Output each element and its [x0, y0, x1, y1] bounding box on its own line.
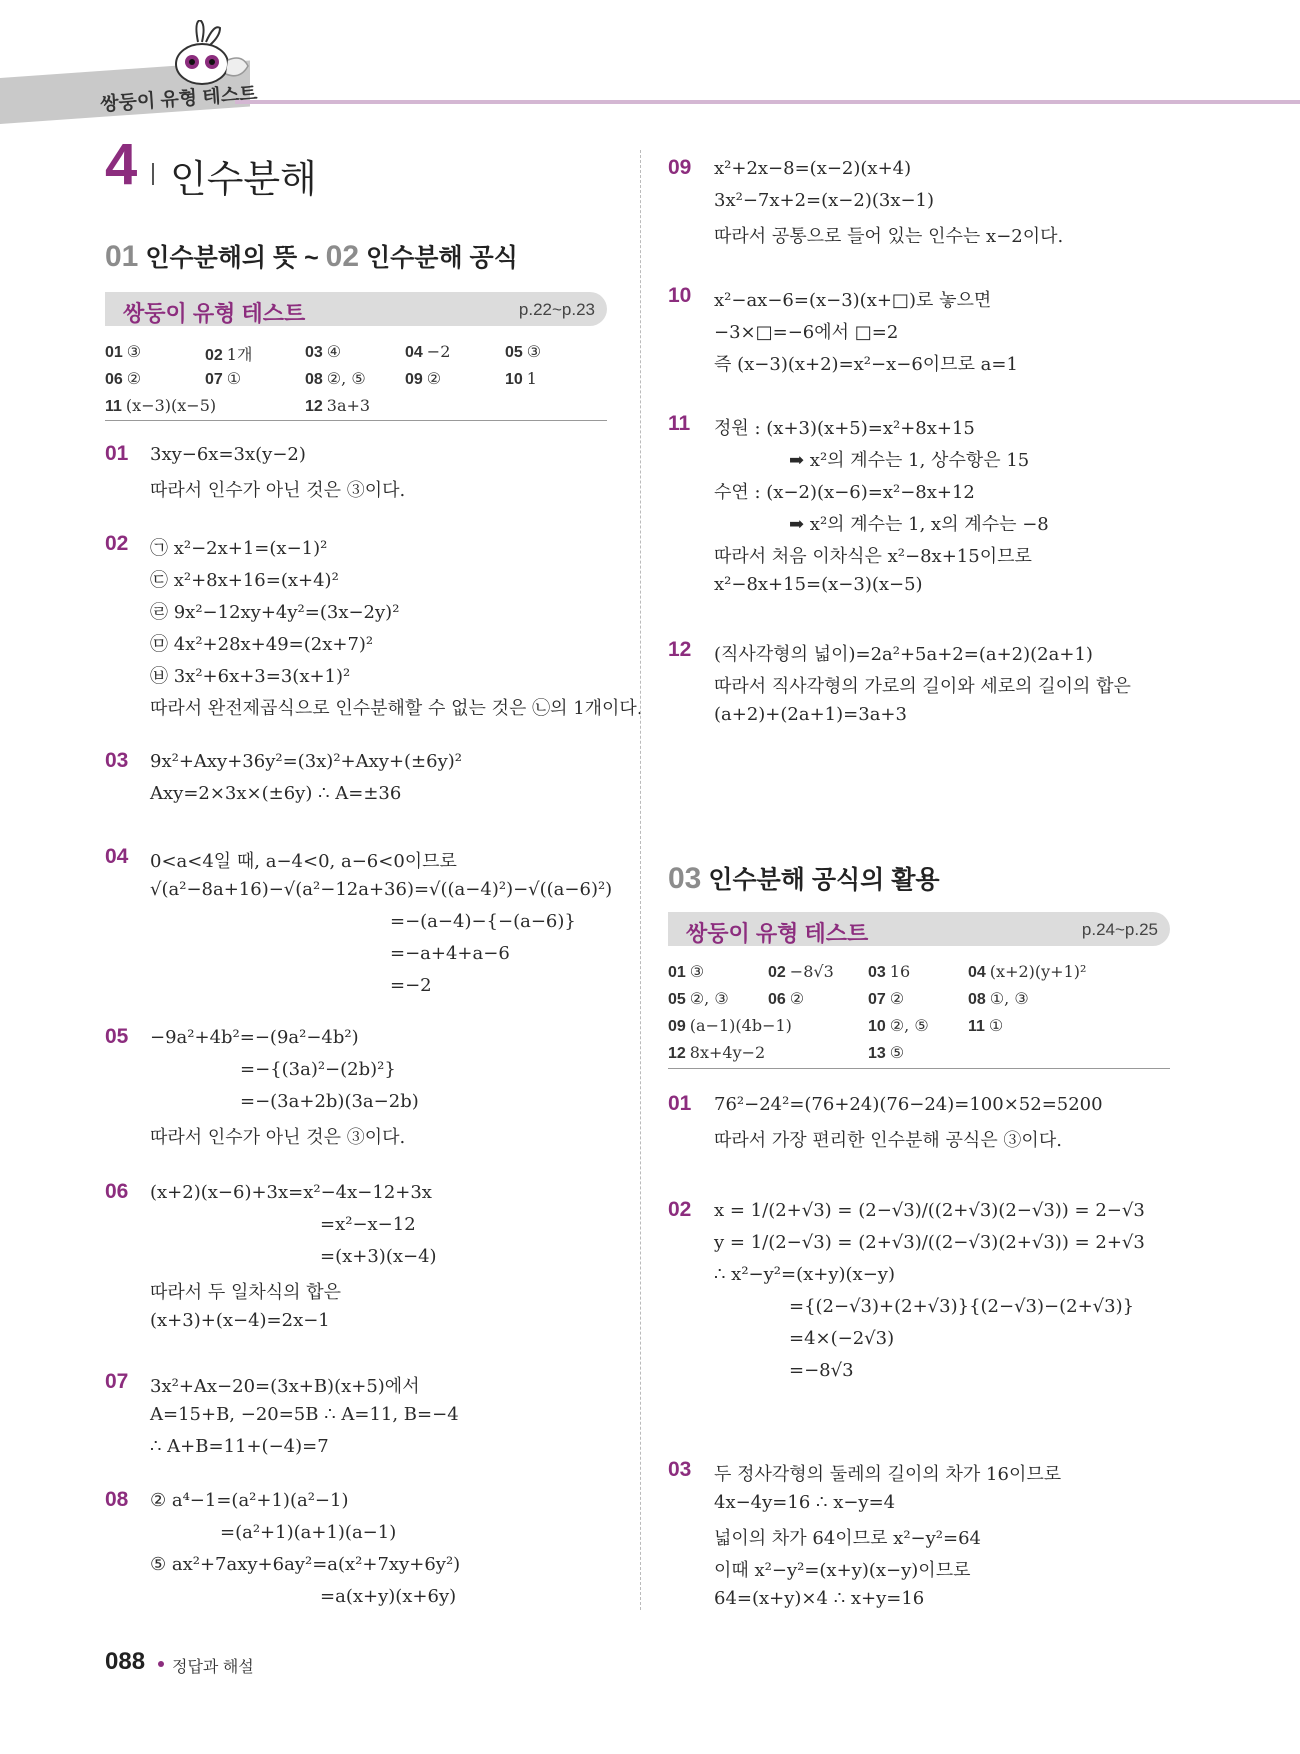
solution-line: =(a²+1)(a+1)(a−1): [220, 1522, 397, 1543]
solution-line: 정원 : (x+3)(x+5)=x²+8x+15: [714, 418, 975, 439]
answer-value: ②: [889, 989, 905, 1008]
solution-line: ㉢ x²+8x+16=(x+4)²: [150, 570, 339, 591]
answer-number: 09: [668, 1018, 686, 1035]
answer-value: ①: [226, 369, 242, 388]
solution-line: 따라서 가장 편리한 인수분해 공식은 ③이다.: [714, 1130, 1062, 1151]
solution-line: =x²−x−12: [320, 1214, 416, 1235]
section3-rule: [668, 1068, 1170, 1069]
solution-line: ➡ x²의 계수는 1, 상수항은 15: [789, 450, 1030, 471]
problem-number: 05: [105, 1025, 129, 1048]
solution-line: =−8√3: [789, 1360, 854, 1381]
answer-value: (x+2)(y+1)²: [989, 962, 1087, 981]
problem-number: 09: [668, 156, 692, 179]
answer-number: 12: [305, 398, 323, 415]
answer-number: 07: [205, 371, 223, 388]
solution-line: 9x²+Axy+36y²=(3x)²+Axy+(±6y)²: [150, 751, 462, 772]
solution-line: 3xy−6x=3x(y−2): [150, 444, 306, 465]
answer-item: [968, 989, 1029, 1009]
problem-number: 06: [105, 1180, 129, 1203]
answer-number: 07: [868, 991, 886, 1008]
solution-line: =(x+3)(x−4): [320, 1246, 437, 1267]
solution-line: x²−ax−6=(x−3)(x+□)로 놓으면: [714, 290, 992, 311]
answer-number: 11: [105, 398, 122, 415]
solution-line: 76²−24²=(76+24)(76−24)=100×52=5200: [714, 1094, 1103, 1115]
section3-num: 03: [668, 862, 702, 895]
answer-item: [868, 989, 904, 1009]
problem-number: 01: [105, 442, 129, 465]
section1-num-b: 02: [325, 240, 360, 273]
problem-number: 08: [105, 1488, 129, 1511]
solution-line: 따라서 인수가 아닌 것은 ③이다.: [150, 1127, 406, 1148]
solution-line: Axy=2×3x×(±6y) ∴ A=±36: [150, 783, 402, 804]
solution-line: =−a+4+a−6: [390, 943, 510, 964]
answer-item: [205, 369, 241, 389]
solution-line: 64=(x+y)×4 ∴ x+y=16: [714, 1588, 925, 1609]
banner-pages: p.22~p.23: [518, 300, 595, 319]
answer-value: 3a+3: [326, 396, 371, 415]
solution-line: 따라서 완전제곱식으로 인수분해할 수 없는 것은 ㉡의 1개이다.: [150, 698, 643, 719]
solution-line: 넓이의 차가 64이므로 x²−y²=64: [714, 1528, 981, 1549]
answer-number: 10: [868, 1018, 886, 1035]
solution-line: ⑤ ax²+7axy+6ay²=a(x²+7xy+6y²): [150, 1554, 461, 1575]
solution-line: x²+2x−8=(x−2)(x+4): [714, 158, 912, 179]
section1-banner: [105, 292, 607, 326]
answer-item: [105, 342, 141, 362]
solution-line: =a(x+y)(x+6y): [320, 1586, 457, 1607]
answer-value: ②: [426, 369, 442, 388]
answer-value: −2: [426, 342, 451, 361]
answer-item: [105, 396, 216, 416]
answer-value: 8x+4y−2: [689, 1043, 766, 1062]
footer-label: 정답과 해설: [172, 1659, 254, 1676]
footer-dot: [158, 1661, 164, 1667]
answer-item: [405, 369, 441, 389]
problem-number: 04: [105, 845, 129, 868]
solution-line: ② a⁴−1=(a²+1)(a²−1): [150, 1490, 349, 1511]
solution-line: ㉤ 4x²+28x+49=(2x+7)²: [150, 634, 374, 655]
answer-number: 05: [668, 991, 686, 1008]
solution-line: 두 정사각형의 둘레의 길이의 차가 16이므로: [714, 1464, 1062, 1485]
solution-line: y = 1/(2−√3) = (2+√3)/((2−√3)(2+√3)) = 2+√3: [714, 1232, 1145, 1253]
solution-line: 따라서 두 일차식의 합은: [150, 1282, 342, 1303]
solution-line: =−(a−4)−{−(a−6)}: [390, 911, 576, 932]
solution-line: 수연 : (x−2)(x−6)=x²−8x+12: [714, 482, 975, 503]
answer-number: 09: [405, 371, 423, 388]
section3-title: [668, 860, 940, 896]
answer-number: 03: [305, 344, 323, 361]
solution-line: 따라서 인수가 아닌 것은 ③이다.: [150, 480, 406, 501]
section1-num-a: 01: [105, 240, 139, 273]
banner-label: 쌍둥이 유형 테스트: [123, 301, 306, 326]
answer-item: [768, 962, 834, 982]
solution-line: =−2: [390, 975, 432, 996]
section1-rule: [105, 420, 607, 421]
answer-value: ②, ⑤: [326, 369, 366, 388]
answer-number: 02: [768, 964, 786, 981]
answer-item: [205, 342, 252, 365]
answer-item: [305, 396, 370, 416]
answer-number: 08: [305, 371, 323, 388]
problem-number: 07: [105, 1370, 129, 1393]
answer-item: [405, 342, 450, 362]
problem-number: 03: [105, 749, 129, 772]
answer-value: 1: [526, 369, 537, 388]
solution-line: (x+3)+(x−4)=2x−1: [150, 1310, 330, 1331]
answer-number: 10: [505, 371, 523, 388]
answer-number: 06: [768, 991, 786, 1008]
answer-item: [668, 989, 729, 1009]
answer-item: [305, 369, 366, 389]
solution-line: √(a²−8a+16)−√(a²−12a+36)=√((a−4)²)−√((a−6)²): [150, 879, 613, 900]
chapter-divider: [152, 163, 154, 185]
problem-number: 10: [668, 284, 692, 307]
problem-number: 02: [668, 1198, 692, 1221]
solution-line: x²−8x+15=(x−3)(x−5): [714, 574, 923, 595]
header-rule: [235, 100, 1300, 104]
section1-title-b: 인수분해 공식: [366, 244, 518, 272]
answer-item: [868, 1016, 929, 1036]
answer-item: [968, 1016, 1003, 1036]
section3-banner: [668, 912, 1170, 946]
answer-number: 12: [668, 1045, 686, 1062]
answer-value: ⑤: [889, 1043, 905, 1062]
answer-value: ②, ③: [689, 989, 729, 1008]
solution-line: 따라서 공통으로 들어 있는 인수는 x−2이다.: [714, 226, 1064, 247]
answer-item: [668, 1043, 765, 1063]
answer-value: (a−1)(4b−1): [689, 1016, 792, 1035]
solution-line: −3×□=−6에서 □=2: [714, 322, 899, 343]
answer-value: ③: [526, 342, 542, 361]
solution-line: 이때 x²−y²=(x+y)(x−y)이므로: [714, 1560, 971, 1581]
answer-value: 1개: [226, 345, 253, 364]
answer-number: 04: [968, 964, 986, 981]
answer-value: ②, ⑤: [889, 1016, 929, 1035]
solution-line: =−{(3a)²−(2b)²}: [240, 1059, 396, 1080]
answer-value: ②: [126, 369, 142, 388]
banner-label: 쌍둥이 유형 테스트: [686, 921, 869, 946]
solution-line: =−(3a+2b)(3a−2b): [240, 1091, 419, 1112]
answer-value: 16: [889, 962, 911, 981]
problem-number: 02: [105, 532, 129, 555]
problem-number: 12: [668, 638, 692, 661]
answer-item: [668, 1016, 792, 1036]
solution-line: 3x²−7x+2=(x−2)(3x−1): [714, 190, 935, 211]
problem-number: 11: [668, 412, 691, 435]
answer-number: 01: [105, 344, 123, 361]
page-number: 088: [105, 1648, 146, 1675]
solution-line: A=15+B, −20=5B ∴ A=11, B=−4: [150, 1404, 459, 1425]
answer-number: 03: [868, 964, 886, 981]
problem-number: 01: [668, 1092, 692, 1115]
solution-line: ㉥ 3x²+6x+3=3(x+1)²: [150, 666, 351, 687]
answer-item: [668, 962, 704, 982]
header-label: 쌍둥이 유형 테스트: [99, 83, 259, 116]
solution-line: =4×(−2√3): [789, 1328, 895, 1349]
answer-value: ①, ③: [989, 989, 1029, 1008]
answer-item: [768, 989, 804, 1009]
solution-line: 즉 (x−3)(x+2)=x²−x−6이므로 a=1: [714, 354, 1018, 375]
answer-number: 01: [668, 964, 686, 981]
solution-line: (직사각형의 넓이)=2a²+5a+2=(a+2)(2a+1): [714, 644, 1093, 665]
answer-number: 13: [868, 1045, 886, 1062]
solution-line: ∴ A+B=11+(−4)=7: [150, 1436, 329, 1457]
solution-line: ={(2−√3)+(2+√3)}{(2−√3)−(2+√3)}: [789, 1296, 1135, 1317]
solution-line: (x+2)(x−6)+3x=x²−4x−12+3x: [150, 1182, 432, 1203]
answer-value: ③: [126, 342, 142, 361]
column-divider: [640, 150, 641, 1610]
answer-number: 11: [968, 1018, 985, 1035]
solution-line: ㉣ 9x²−12xy+4y²=(3x−2y)²: [150, 602, 400, 623]
solution-line: 0<a<4일 때, a−4<0, a−6<0이므로: [150, 851, 457, 872]
banner-pages: p.24~p.25: [1081, 920, 1158, 939]
chapter-number: 4: [105, 132, 138, 197]
answer-value: ①: [988, 1016, 1004, 1035]
chapter-title: 인수분해: [170, 159, 317, 201]
solution-line: ㉠ x²−2x+1=(x−1)²: [150, 538, 328, 559]
answer-item: [868, 962, 910, 982]
solution-line: 따라서 직사각형의 가로의 길이와 세로의 길이의 합은: [714, 676, 1131, 697]
answer-item: [868, 1043, 904, 1063]
section3-title-text: 인수분해 공식의 활용: [708, 866, 940, 894]
solution-line: ➡ x²의 계수는 1, x의 계수는 −8: [789, 514, 1049, 535]
solution-line: (a+2)+(2a+1)=3a+3: [714, 704, 907, 725]
answer-item: [305, 342, 341, 362]
answer-value: ④: [326, 342, 342, 361]
solution-line: ∴ x²−y²=(x+y)(x−y): [714, 1264, 895, 1285]
answer-value: ③: [689, 962, 705, 981]
answer-item: [105, 369, 141, 389]
answer-item: [505, 369, 537, 389]
solution-line: 3x²+Ax−20=(3x+B)(x+5)에서: [150, 1376, 420, 1397]
answer-value: −8√3: [789, 962, 834, 981]
answer-number: 08: [968, 991, 986, 1008]
answer-number: 04: [405, 344, 423, 361]
solution-line: −9a²+4b²=−(9a²−4b²): [150, 1027, 359, 1048]
answer-value: ②: [789, 989, 805, 1008]
answer-value: (x−3)(x−5): [125, 396, 217, 415]
solution-line: 따라서 처음 이차식은 x²−8x+15이므로: [714, 546, 1032, 567]
answer-number: 06: [105, 371, 123, 388]
answer-number: 02: [205, 347, 223, 364]
answer-item: [505, 342, 541, 362]
section1-title: [105, 238, 518, 274]
answer-number: 05: [505, 344, 523, 361]
solution-line: x = 1/(2+√3) = (2−√3)/((2+√3)(2−√3)) = 2−√3: [714, 1200, 1145, 1221]
section1-title-a: 인수분해의 뜻 ~: [145, 244, 326, 272]
problem-number: 03: [668, 1458, 692, 1481]
answer-item: [968, 962, 1086, 982]
solution-line: 4x−4y=16 ∴ x−y=4: [714, 1492, 896, 1513]
